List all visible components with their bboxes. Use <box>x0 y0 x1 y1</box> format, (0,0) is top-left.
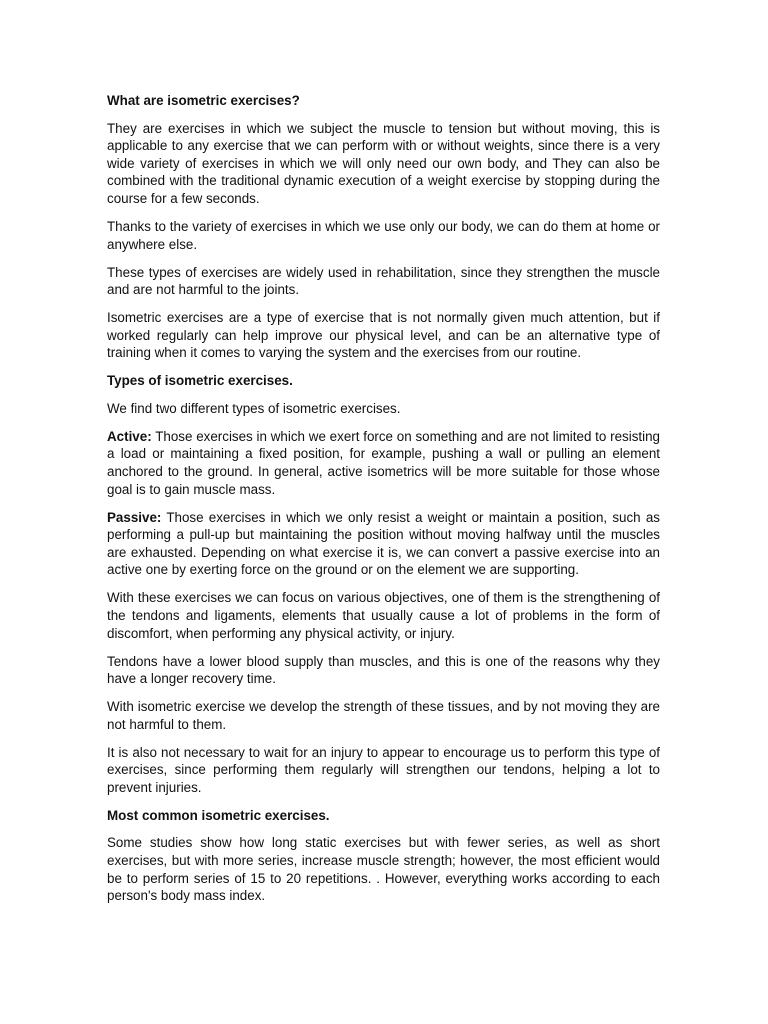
section-heading-most-common: Most common isometric exercises. <box>107 807 330 823</box>
section-heading-what-are: What are isometric exercises? <box>107 93 300 108</box>
paragraph-rehabilitation: These types of exercises are widely used in rehabilitation, since they strengthen the muscle and are not harmful to the joints. <box>107 264 660 298</box>
section-heading-types: Types of isometric exercises. <box>107 373 293 389</box>
paragraph-tissue-strength: With isometric exercise we develop the strength of these tissues, and by not moving they are not harmful to them. <box>107 699 660 732</box>
document-page <box>107 92 660 915</box>
paragraph-objectives: With these exercises we can focus on various objectives, one of them is the strengthening of the tendons and ligaments, elements that usually cause a lot of problems in the form of discomfort, when performing any physical activity, or injury. <box>107 590 660 641</box>
paragraph-prevent-injuries: It is also not necessary to wait for an injury to appear to encourage us to perform this type of exercises, since performing them regularly will strengthen our tendons, helping a lot to prevent injuries. <box>107 744 660 795</box>
paragraph-variety: Thanks to the variety of exercises in which we use only our body, we can do them at home or anywhere else. <box>107 218 660 252</box>
active-description: Those exercises in which we exert force on something and are not limited to resisting a load or maintaining a fixed position, for example, pushing a wall or pulling an element anchored to the ground. In general, active isometrics will be more suitable for those whose goal is to gain muscle mass. <box>107 428 660 497</box>
active-label: Active: <box>107 428 152 444</box>
paragraph-two-types: We find two different types of isometric exercises. <box>107 400 401 416</box>
paragraph-definition: They are exercises in which we subject the muscle to tension but without moving, this is applicable to any exercise that we can perform with or without weights, since there is a very wide variety of exercises in which we will only need our own body, and They can also be combined with the traditional dynamic execution of a weight exercise by stopping during the course for a few seconds. <box>107 120 660 206</box>
paragraph-tendons-blood-supply: Tendons have a lower blood supply than muscles, and this is one of the reasons why they have a longer recovery time. <box>107 653 660 687</box>
paragraph-passive <box>107 509 660 579</box>
paragraph-active <box>107 428 660 498</box>
passive-label: Passive: <box>107 509 162 525</box>
passive-description: Those exercises in which we only resist a weight or maintain a position, such as performing a pull-up but maintaining the position without moving halfway until the muscles are exhausted. Depending on what exercise it is, we can convert a passive exercise into an active one by exerting force on the ground or on the element we are supporting. <box>107 509 660 578</box>
paragraph-studies: Some studies show how long static exercises but with fewer series, as well as short exercises, but with more series, increase muscle strength; however, the most efficient would be to perform series of 15 to 20 repetitions. . However, everything works according to each person's body mass index. <box>107 835 660 904</box>
paragraph-alternative-training: Isometric exercises are a type of exercise that is not normally given much attention, but if worked regularly can help improve our physical level, and can be an alternative type of training when it comes to varying the system and the exercises from our routine. <box>107 310 660 361</box>
